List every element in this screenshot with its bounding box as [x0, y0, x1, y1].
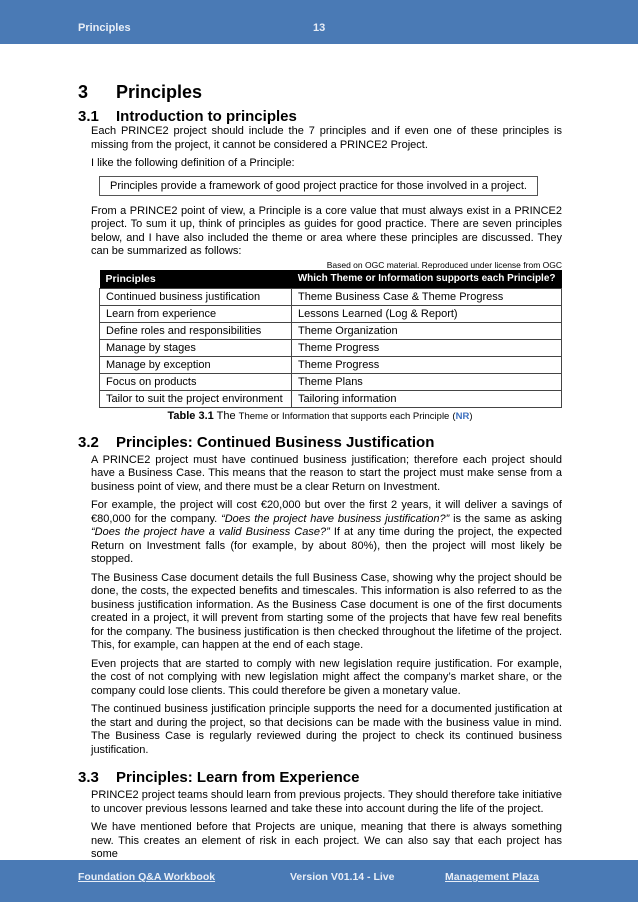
footer-version: Version V01.14 - Live [290, 871, 395, 883]
paragraph: We have mentioned before that Projects are unique, meaning that there is always something new. This creates an element of risk in each project. We can also say that each project has some [91, 821, 562, 860]
paragraph: From a PRINCE2 point of view, a Principle is a core value that must always exist in a PRINCE2 project. To sum it up, think of principles as guides for good practice. There are seven principles below, and I have also included the theme or area where these principles are discussed. They can be summarized as follows: [91, 204, 562, 257]
table-cell: Theme Organization [292, 322, 562, 339]
italic-quote: “Does the project have business justification?” [221, 512, 450, 525]
table-cell: Theme Plans [292, 373, 562, 390]
footer-workbook-link[interactable]: Foundation Q&A Workbook [78, 871, 216, 883]
text-span: If at any time during the project, the expected Return on Investment falls (for example, by about 80%), then the project will most likely be stopped. [91, 526, 562, 565]
italic-quote: “Does the project have a valid Business Case?” [91, 526, 330, 538]
text-span: For example, the project will cost €20,000 but over the first 2 years, it will deliver a savings of €80,000 for the company. [91, 499, 562, 525]
section-3-3-heading [78, 769, 562, 786]
caption-text: Theme or Information that supports each Principle [238, 410, 450, 422]
caption-the: The [216, 409, 236, 422]
page-header [0, 0, 638, 44]
paragraph: The Business Case document details the full Business Case, showing why the project should be done, the costs, the expected benefits and timescales. This information is also referred to as the business justification information. As the Business Case document is one of the first documents created in a project, it will prevent from starting some of the projects that have few real benefits for the company. The business justification is then checked throughout the lifetime of the project. This, for example, can happen at the end of each stage. [91, 571, 562, 651]
footer-publisher-link[interactable]: Management Plaza [445, 871, 539, 883]
table-row [100, 356, 562, 373]
table-cell: Theme Progress [292, 356, 562, 373]
table-header-row [100, 270, 562, 289]
table-cell: Learn from experience [100, 305, 292, 322]
caption-paren-open: ( [452, 410, 456, 422]
table-cell: Continued business justification [100, 288, 292, 305]
table-cell: Manage by exception [100, 356, 292, 373]
section-3-2-heading [78, 434, 562, 451]
paragraph [91, 499, 562, 567]
table-row [100, 322, 562, 339]
table-caption [78, 410, 562, 422]
paragraph: Even projects that are started to comply with new legislation require justification. For example, the cost of not complying with new legislation might affect the company’s market share, or the company could lose clients. This could therefore be given a monetary value. [91, 657, 562, 697]
paragraph: Each PRINCE2 project should include the 7 principles and if even one of these principles is missing from the project, it cannot be considered a PRINCE2 Project. [91, 125, 562, 151]
definition-box: Principles provide a framework of good project practice for those involved in a project. [99, 176, 538, 196]
paragraph: I like the following definition of a Principle: [91, 157, 295, 169]
paragraph: PRINCE2 project teams should learn from previous projects. They should therefore take initiative to uncover previous lessons learned and take these into account during the life of the project. [91, 789, 562, 815]
chapter-title-text: Principles [116, 82, 203, 102]
header-page-number: 13 [313, 22, 326, 34]
table-cell: Theme Progress [292, 339, 562, 356]
section-title: Introduction to principles [116, 108, 297, 125]
table-cell: Manage by stages [100, 339, 292, 356]
section-title: Principles: Learn from Experience [116, 769, 360, 786]
chapter-title [78, 82, 562, 104]
table-header-theme: Which Theme or Information supports each Principle? [292, 270, 562, 289]
text-span: is the same as asking [453, 512, 562, 525]
section-number: 3.1 [78, 108, 99, 125]
table-cell: Focus on products [100, 373, 292, 390]
license-credit: Based on OGC material. Reproduced under license from OGC [326, 259, 562, 270]
section-number: 3.2 [78, 433, 99, 451]
paragraph: The continued business justification principle supports the need for a documented justification at the start and during the project, so that decisions can be made with the business value in mind. The Business Case is regularly reviewed during the project to check its continued business justification. [91, 703, 562, 756]
caption-nr-link[interactable]: NR [455, 410, 470, 422]
table-cell: Define roles and responsibilities [100, 322, 292, 339]
section-number: 3.3 [78, 769, 99, 786]
header-chapter: Principles [78, 22, 131, 34]
table-cell: Theme Business Case & Theme Progress [292, 288, 562, 305]
table-row [100, 288, 562, 305]
page-content [78, 82, 562, 862]
table-cell: Tailoring information [292, 390, 562, 407]
table-row [100, 373, 562, 390]
page-footer [0, 860, 638, 902]
chapter-number: 3 [78, 82, 89, 102]
table-row [100, 390, 562, 407]
caption-paren-close: ) [469, 410, 473, 422]
section-title: Principles: Continued Business Justification [116, 433, 435, 451]
paragraph: A PRINCE2 project must have continued business justification; therefore each project should have a Business Case. This means that the reason to start the project must make sense from a business point of view, and there must be a clear Return on Investment. [91, 453, 562, 493]
table-row [100, 339, 562, 356]
caption-label: Table 3.1 [167, 409, 214, 422]
section-3-1-heading [78, 108, 562, 125]
table-row [100, 305, 562, 322]
table-header-principles: Principles [100, 270, 292, 289]
table-cell: Lessons Learned (Log & Report) [292, 305, 562, 322]
table-cell: Tailor to suit the project environment [100, 390, 292, 407]
principles-table [99, 270, 562, 408]
